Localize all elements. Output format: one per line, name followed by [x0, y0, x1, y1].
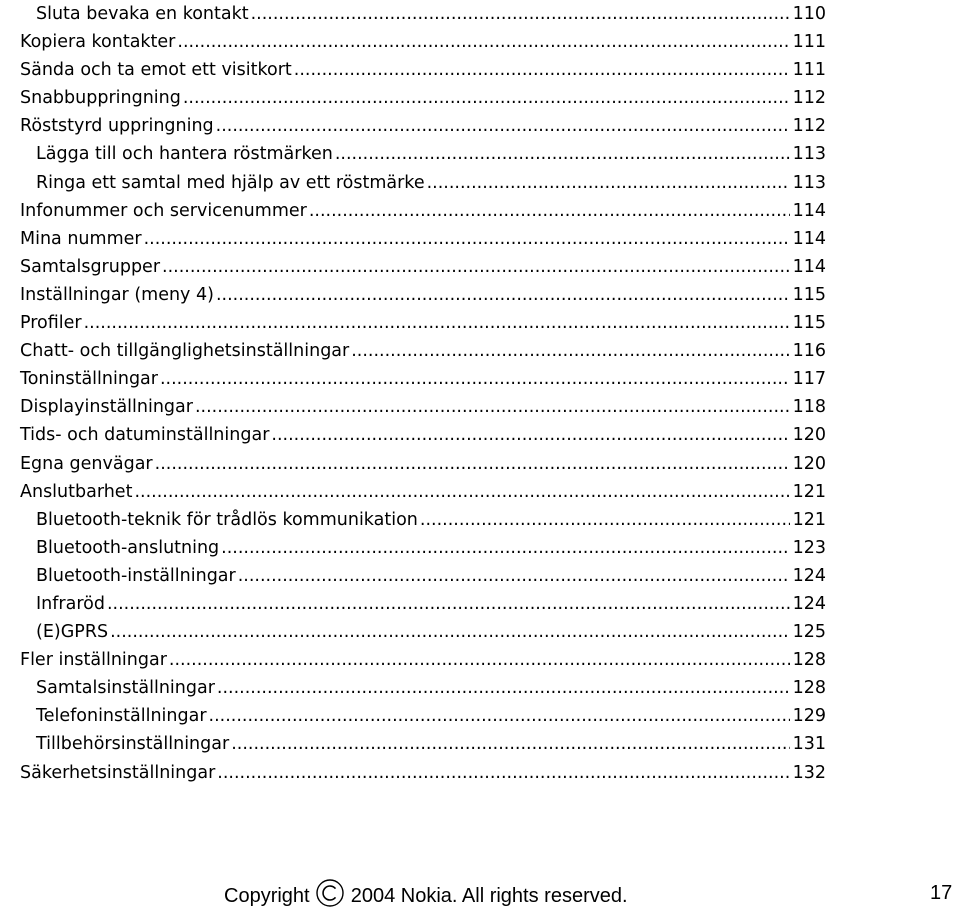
toc-dot-leader: [144, 225, 790, 253]
toc-entry-title: Tids- och datuminställningar: [20, 425, 270, 446]
toc-entry-page: 113: [792, 144, 826, 165]
copyright-prefix: Copyright: [224, 885, 310, 907]
toc-entry-page: 112: [792, 116, 826, 137]
toc-entry[interactable]: [20, 534, 826, 562]
toc-entry-page: 128: [792, 650, 826, 671]
toc-entry-page: 117: [792, 369, 826, 390]
toc-entry-title: Snabbuppringning: [20, 88, 181, 109]
toc-entry-page: 124: [792, 593, 826, 614]
toc-dot-leader: [162, 253, 790, 281]
toc-entry-title: Telefoninställningar: [36, 706, 207, 727]
toc-dot-leader: [427, 169, 790, 197]
toc-entry[interactable]: [20, 169, 826, 197]
toc-entry[interactable]: [20, 702, 826, 730]
toc-entry-title: Infraröd: [36, 593, 105, 614]
toc-entry[interactable]: [20, 281, 826, 309]
toc-entry-page: 115: [792, 284, 826, 305]
toc-entry-page: 123: [792, 537, 826, 558]
toc-entry-page: 128: [792, 678, 826, 699]
toc-entry-page: 114: [792, 200, 826, 221]
toc-entry-page: 131: [792, 734, 826, 755]
toc-entry-page: 121: [792, 509, 826, 530]
toc-dot-leader: [209, 702, 790, 730]
toc-entry-page: 115: [792, 313, 826, 334]
page-number: 17: [930, 882, 953, 904]
copyright-text: 2004 Nokia. All rights reserved.: [345, 885, 628, 907]
toc-entry[interactable]: [20, 309, 826, 337]
toc-entry-title: Tillbehörsinställningar: [36, 734, 230, 755]
copyright-notice: [224, 878, 628, 911]
toc-entry-page: 116: [792, 341, 826, 362]
toc-dot-leader: [195, 393, 790, 421]
toc-entry[interactable]: [20, 112, 826, 140]
toc-dot-leader: [216, 281, 790, 309]
toc-entry[interactable]: [20, 730, 826, 758]
table-of-contents: [20, 0, 826, 787]
toc-entry[interactable]: [20, 759, 826, 787]
toc-dot-leader: [110, 618, 790, 646]
toc-dot-leader: [217, 674, 790, 702]
toc-entry-title: Samtalsinställningar: [36, 678, 215, 699]
toc-entry[interactable]: [20, 56, 826, 84]
toc-entry[interactable]: [20, 253, 826, 281]
page-footer: [0, 878, 960, 908]
toc-entry-page: 114: [792, 228, 826, 249]
toc-dot-leader: [84, 309, 790, 337]
toc-entry-title: Bluetooth-anslutning: [36, 537, 220, 558]
toc-entry-title: Infonummer och servicenummer: [20, 200, 307, 221]
toc-entry-page: 129: [792, 706, 826, 727]
toc-entry-title: Egna genvägar: [20, 453, 153, 474]
copyright-symbol-icon: [315, 878, 345, 908]
toc-entry-title: Chatt- och tillgänglighetsinställningar: [20, 341, 350, 362]
toc-entry-title: Kopiera kontakter: [20, 32, 176, 53]
toc-dot-leader: [134, 478, 790, 506]
toc-entry-page: 120: [792, 425, 826, 446]
toc-dot-leader: [309, 197, 790, 225]
toc-entry[interactable]: [20, 28, 826, 56]
toc-entry-title: Samtalsgrupper: [20, 256, 161, 277]
toc-entry-title: (E)GPRS: [36, 622, 109, 643]
toc-entry[interactable]: [20, 84, 826, 112]
toc-dot-leader: [231, 730, 790, 758]
toc-entry-page: 121: [792, 481, 826, 502]
toc-entry[interactable]: [20, 646, 826, 674]
toc-entry-title: Bluetooth-inställningar: [36, 565, 236, 586]
toc-entry-title: Inställningar (meny 4): [20, 284, 214, 305]
toc-entry-title: Sluta bevaka en kontakt: [36, 4, 249, 24]
toc-dot-leader: [177, 28, 790, 56]
toc-entry-title: Fler inställningar: [20, 650, 167, 671]
toc-entry-title: Säkerhetsinställningar: [20, 762, 216, 783]
toc-entry-title: Röststyrd uppringning: [20, 116, 214, 137]
toc-entry[interactable]: [20, 590, 826, 618]
toc-entry-title: Profiler: [20, 313, 82, 334]
toc-entry-page: 111: [792, 60, 826, 81]
toc-entry-page: 124: [792, 565, 826, 586]
toc-entry[interactable]: [20, 421, 826, 449]
toc-dot-leader: [155, 450, 790, 478]
toc-entry[interactable]: [20, 450, 826, 478]
toc-entry-title: Anslutbarhet: [20, 481, 133, 502]
toc-dot-leader: [420, 506, 790, 534]
toc-entry[interactable]: [20, 225, 826, 253]
toc-dot-leader: [183, 84, 790, 112]
toc-entry[interactable]: [20, 618, 826, 646]
toc-entry[interactable]: [20, 365, 826, 393]
toc-dot-leader: [271, 421, 790, 449]
toc-entry[interactable]: [20, 506, 826, 534]
toc-entry[interactable]: [20, 140, 826, 168]
toc-entry-page: 120: [792, 453, 826, 474]
toc-entry[interactable]: [20, 337, 826, 365]
toc-dot-leader: [335, 140, 790, 168]
toc-entry-title: Ringa ett samtal med hjälp av ett röstmärke: [36, 172, 425, 193]
toc-dot-leader: [221, 534, 790, 562]
toc-dot-leader: [216, 112, 790, 140]
toc-entry-title: Displayinställningar: [20, 397, 193, 418]
toc-entry-title: Sända och ta emot ett visitkort: [20, 60, 292, 81]
toc-entry-page: 111: [792, 32, 826, 53]
toc-entry-title: Toninställningar: [20, 369, 158, 390]
toc-entry-page: 132: [792, 762, 826, 783]
toc-dot-leader: [217, 759, 790, 787]
toc-dot-leader: [351, 337, 790, 365]
toc-entry-page: 110: [792, 4, 826, 24]
toc-entry[interactable]: [20, 0, 826, 28]
toc-entry-title: Mina nummer: [20, 228, 142, 249]
toc-entry[interactable]: [20, 478, 826, 506]
toc-dot-leader: [251, 0, 790, 28]
toc-dot-leader: [169, 646, 790, 674]
toc-entry[interactable]: [20, 562, 826, 590]
toc-entry-page: 113: [792, 172, 826, 193]
toc-entry[interactable]: [20, 674, 826, 702]
toc-entry[interactable]: [20, 393, 826, 421]
toc-dot-leader: [238, 562, 790, 590]
toc-entry-page: 118: [792, 397, 826, 418]
toc-entry[interactable]: [20, 197, 826, 225]
toc-entry-page: 114: [792, 256, 826, 277]
toc-dot-leader: [294, 56, 790, 84]
toc-entry-page: 112: [792, 88, 826, 109]
toc-entry-title: Bluetooth-teknik för trådlös kommunikation: [36, 509, 418, 530]
toc-dot-leader: [107, 590, 790, 618]
toc-dot-leader: [160, 365, 790, 393]
toc-entry-page: 125: [792, 622, 826, 643]
toc-entry-title: Lägga till och hantera röstmärken: [36, 144, 333, 165]
